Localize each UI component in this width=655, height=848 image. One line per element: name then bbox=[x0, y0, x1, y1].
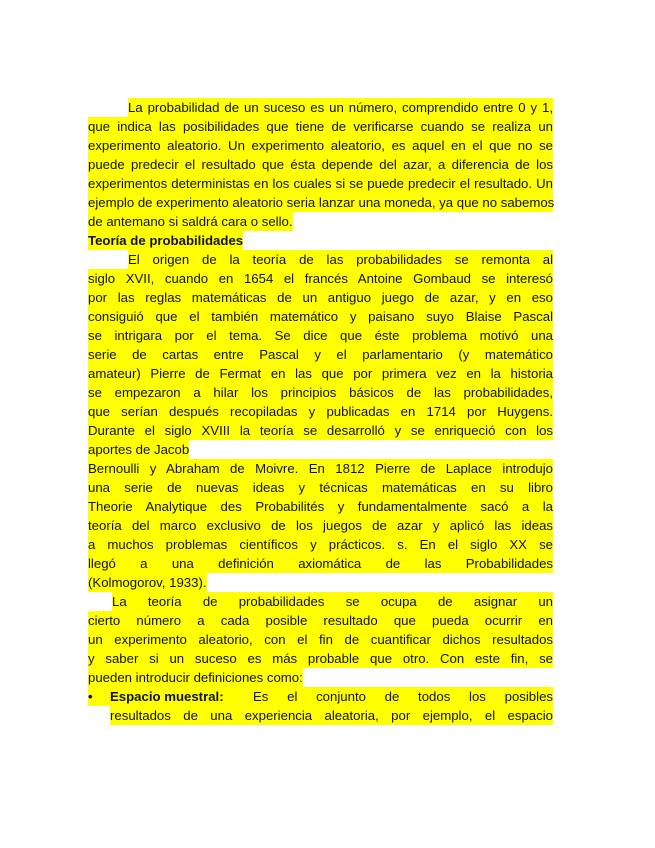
paragraph-1-line: de antemano si saldrá cara o sello. bbox=[88, 214, 293, 229]
bullet-text: Es el conjunto de todos los posibles bbox=[253, 689, 553, 704]
paragraph-3-line: un experimento aleatorio, con el fin de cuantificar dichos resultados bbox=[88, 632, 553, 647]
paragraph-2-line: por las reglas matemáticas de un antiguo juego de azar, y en eso bbox=[88, 290, 553, 305]
paragraph-2-line: se intrigara por el tema. Se dice que éste problema motivó una bbox=[88, 328, 553, 343]
paragraph-2-line: Bernoulli y Abraham de Moivre. En 1812 Pierre de Laplace introdujo bbox=[88, 461, 553, 476]
paragraph-2-line: a muchos problemas científicos y prácticos. s. En el siglo XX se bbox=[88, 537, 553, 552]
paragraph-2-line: aportes de Jacob bbox=[88, 442, 190, 457]
paragraph-2-line: siglo XVII, cuando en 1654 el francés Antoine Gombaud se interesó bbox=[88, 271, 553, 286]
paragraph-2-line: teoría del marco exclusivo de los juegos de azar y aplicó las ideas bbox=[88, 518, 553, 533]
paragraph-2-line: llegó a una definición axiomática de las Probabilidades bbox=[88, 556, 553, 571]
paragraph-1-line: ejemplo de experimento aleatorio seria lanzar una moneda, ya que no sabemos bbox=[88, 195, 555, 210]
paragraph-1-line: experimento aleatorio. Un experimento aleatorio, es aquel en el que no se bbox=[88, 138, 553, 153]
paragraph-2-line: Theorie Analytique des Probabilités y fundamentalmente sacó a la bbox=[88, 499, 553, 514]
bullet-line-1 bbox=[110, 687, 553, 706]
paragraph-3-line: La teoría de probabilidades se ocupa de asignar un bbox=[112, 594, 553, 609]
paragraph-2-line: una serie de nuevas ideas y técnicas matemáticas en su libro bbox=[88, 480, 553, 495]
paragraph-2-line: Durante el siglo XVIII la teoría se desarrolló y se enriqueció con los bbox=[88, 423, 553, 438]
paragraph-2-line: (Kolmogorov, 1933). bbox=[88, 575, 207, 590]
bullet-item bbox=[88, 687, 553, 706]
bullet-highlight bbox=[88, 687, 553, 706]
paragraph-1-line: puede predecir el resultado que ésta depende del azar, a diferencia de los bbox=[88, 157, 553, 172]
paragraph-2-line: consiguió que el también matemático y paisano suyo Blaise Pascal bbox=[88, 309, 553, 324]
paragraph-1-line: que indica las posibilidades que tiene de verificarse cuando se realiza un bbox=[88, 119, 553, 134]
paragraph-2-line: amateur) Pierre de Fermat en las que por primera vez en la historia bbox=[88, 366, 553, 381]
paragraph-1-line: La probabilidad de un suceso es un número, comprendido entre 0 y 1, bbox=[128, 100, 553, 115]
bullet-term: Espacio muestral: bbox=[110, 689, 224, 704]
bullet-symbol: • bbox=[88, 689, 93, 704]
paragraph-2-line: se empezaron a hilar los principios básicos de las probabilidades, bbox=[88, 385, 553, 400]
paragraph-3-line: y saber si un suceso es más probable que otro. Con este fin, se bbox=[88, 651, 553, 666]
bullet-line-2: resultados de una experiencia aleatoria, por ejemplo, el espacio bbox=[110, 708, 553, 723]
paragraph-2-line: serie de cartas entre Pascal y el parlamentario (y matemático bbox=[88, 347, 553, 362]
paragraph-3-line: pueden introducir definiciones como: bbox=[88, 670, 303, 685]
section-heading: Teoría de probabilidades bbox=[88, 233, 244, 248]
paragraph-2-line: El origen de la teoría de las probabilidades se remonta al bbox=[128, 252, 553, 267]
paragraph-1-line: experimentos deterministas en los cuales si se puede predecir el resultado. Un bbox=[88, 176, 553, 191]
paragraph-2-line: que serían después recopiladas y publicadas en 1714 por Huygens. bbox=[88, 404, 553, 419]
paragraph-3-line: cierto número a cada posible resultado que pueda ocurrir en bbox=[88, 613, 553, 628]
